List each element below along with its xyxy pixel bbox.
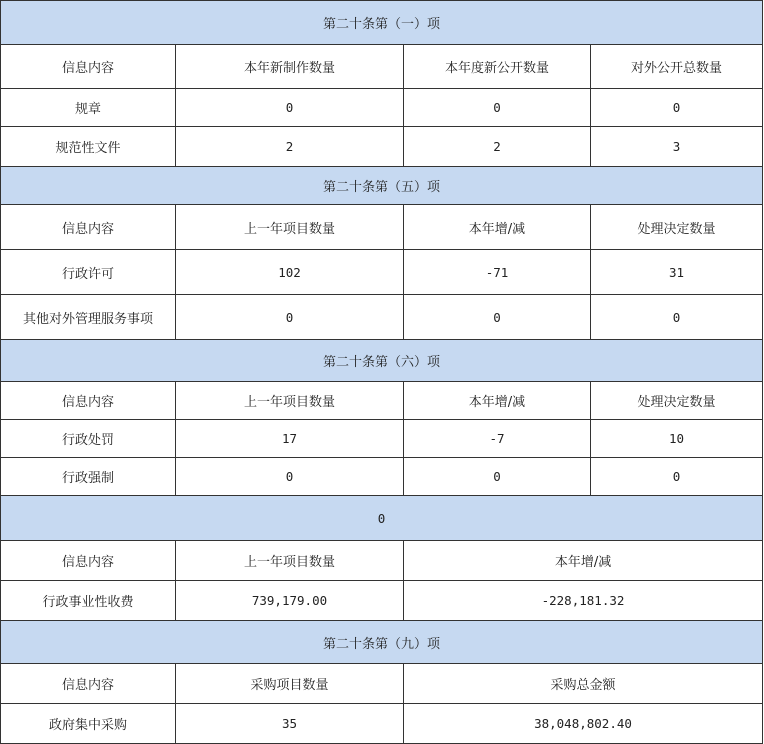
row-label: 政府集中采购: [1, 704, 176, 744]
value-cell: -71: [404, 250, 591, 295]
section-title: 第二十条第（一）项: [1, 1, 763, 45]
value-cell: -228,181.32: [404, 581, 763, 621]
section-row: [1, 340, 763, 382]
header-cell: 信息内容: [1, 541, 176, 581]
value-cell: 102: [176, 250, 404, 295]
value-cell: 0: [404, 89, 591, 127]
section-title: 0: [1, 496, 763, 541]
table-row: [1, 420, 763, 458]
header-row: [1, 541, 763, 581]
section-row: [1, 1, 763, 45]
header-cell: 处理决定数量: [591, 382, 763, 420]
value-cell: 2: [176, 127, 404, 167]
row-label: 行政许可: [1, 250, 176, 295]
header-row: [1, 45, 763, 89]
header-cell: 上一年项目数量: [176, 382, 404, 420]
header-cell: 采购项目数量: [176, 664, 404, 704]
section-row: [1, 167, 763, 205]
header-row: [1, 664, 763, 704]
header-row: [1, 205, 763, 250]
header-cell: 采购总金额: [404, 664, 763, 704]
table-row: [1, 581, 763, 621]
row-label: 行政处罚: [1, 420, 176, 458]
value-cell: 35: [176, 704, 404, 744]
header-cell: 信息内容: [1, 382, 176, 420]
table-row: [1, 250, 763, 295]
value-cell: 739,179.00: [176, 581, 404, 621]
value-cell: 10: [591, 420, 763, 458]
header-cell: 信息内容: [1, 205, 176, 250]
section-title: 第二十条第（六）项: [1, 340, 763, 382]
table-row: [1, 295, 763, 340]
value-cell: 3: [591, 127, 763, 167]
table-row: [1, 458, 763, 496]
value-cell: 31: [591, 250, 763, 295]
header-cell: 上一年项目数量: [176, 541, 404, 581]
row-label: 行政事业性收费: [1, 581, 176, 621]
value-cell: 38,048,802.40: [404, 704, 763, 744]
header-cell: 信息内容: [1, 664, 176, 704]
table-row: [1, 704, 763, 744]
section-title: 第二十条第（九）项: [1, 621, 763, 664]
row-label: 规章: [1, 89, 176, 127]
header-cell: 处理决定数量: [591, 205, 763, 250]
header-cell: 本年新制作数量: [176, 45, 404, 89]
value-cell: 0: [404, 295, 591, 340]
row-label: 行政强制: [1, 458, 176, 496]
row-label: 规范性文件: [1, 127, 176, 167]
section-title: 第二十条第（五）项: [1, 167, 763, 205]
header-cell: 上一年项目数量: [176, 205, 404, 250]
section-row: [1, 496, 763, 541]
value-cell: 0: [176, 458, 404, 496]
section-row: [1, 621, 763, 664]
value-cell: 0: [591, 295, 763, 340]
row-label: 其他对外管理服务事项: [1, 295, 176, 340]
header-cell: 本年度新公开数量: [404, 45, 591, 89]
table-row: [1, 127, 763, 167]
value-cell: 2: [404, 127, 591, 167]
header-cell: 信息内容: [1, 45, 176, 89]
header-row: [1, 382, 763, 420]
value-cell: -7: [404, 420, 591, 458]
header-cell: 本年增/减: [404, 541, 763, 581]
value-cell: 17: [176, 420, 404, 458]
value-cell: 0: [176, 295, 404, 340]
header-cell: 本年增/减: [404, 382, 591, 420]
value-cell: 0: [591, 89, 763, 127]
table-row: [1, 89, 763, 127]
value-cell: 0: [176, 89, 404, 127]
header-cell: 对外公开总数量: [591, 45, 763, 89]
value-cell: 0: [404, 458, 591, 496]
header-cell: 本年增/减: [404, 205, 591, 250]
value-cell: 0: [591, 458, 763, 496]
